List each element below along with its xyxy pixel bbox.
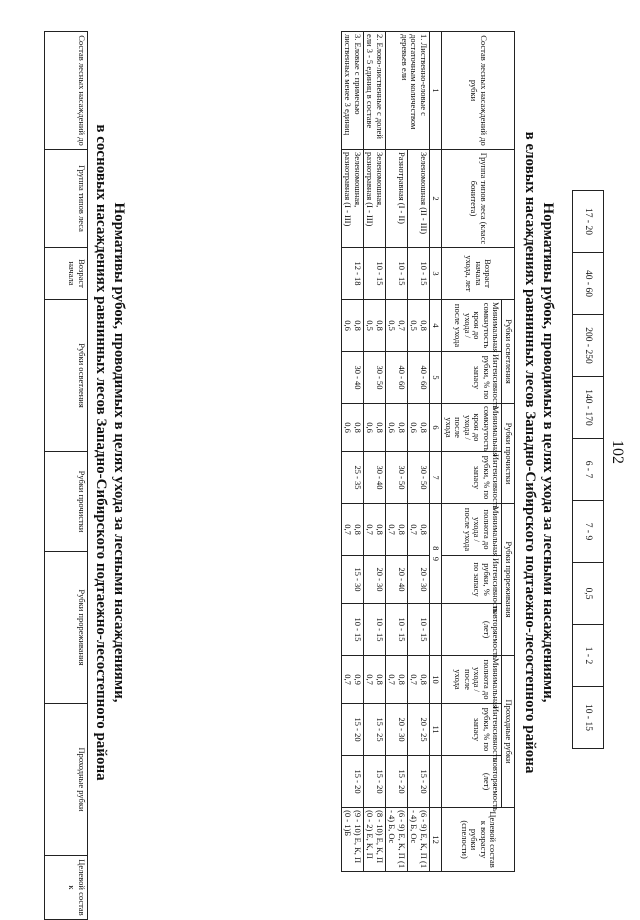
continuation-cell: 10 - 15 [573,687,604,749]
value-cell: 10 - 15 [407,604,429,656]
col-number: 11 [429,704,442,756]
col-number-9: 9 [431,556,442,561]
subheader-min-fullness-label: Минимальная полнота до ухода [472,506,502,557]
value-bottom: 0,7 [343,524,354,535]
value-bottom: 0,6 [387,422,398,433]
continuation-cell: 7 - 9 [573,501,604,563]
value-cell: 15 - 30 [341,556,363,604]
table-row [341,32,363,872]
group-cell: Зеленомошная, разнотравная (I - III) [341,150,363,248]
header-passing: Проходные рубки [502,656,515,808]
header-start-age: Возраст начала ухода, лет [442,248,515,300]
header-composition: Состав лесных насаждений до [45,32,88,150]
target-cell: (6 - 9) Е, К, П (1 - 4) Б, Ос [407,808,429,872]
value-cell [407,504,429,556]
target-cell: (6 - 9) Е, К, П (1 - 4) Б, Ос [385,808,407,872]
value-bottom: 0,7 [409,524,420,535]
value-cell: 15 - 20 [341,704,363,756]
header-passing: Проходные рубки [45,704,88,856]
value-top: 0,8 [352,524,363,535]
value-bottom: 0,6 [365,422,376,433]
value-cell: 30 - 40 [363,452,385,504]
second-table-title-line-1: Нормативы рубок, проводимых в целях ухода за лесными насаждениями, [111,202,127,703]
subheader-intensity: Интенсивность рубки, % по запасу [442,704,502,756]
col-number [429,756,442,808]
col-number: 10 [429,656,442,704]
value-cell [385,504,407,556]
header-thinning: Рубки прореживания [502,504,515,656]
value-bottom: 0,7 [343,674,354,685]
col-number: 4 [429,300,442,352]
header-forest-group: Группа типов леса (класс бонитета) [442,150,515,248]
continuation-row-table [572,190,604,749]
value-cell: 30 - 50 [363,352,385,404]
value-cell: 20 - 30 [385,704,407,756]
group-cell: Зеленомошная, разнотравная (I - III) [363,150,385,248]
col-number: 5 [429,352,442,404]
value-bottom: 0,6 [343,422,354,433]
table-title-line-1: Нормативы рубок, проводимых в целях ухода за лесными насаждениями, [540,202,556,703]
subheader-intensity: Интенсивность рубки, % по запасу [442,452,502,504]
value-cell: 25 - 35 [341,452,363,504]
col-number: 12 [429,808,442,872]
value-cell: 15 - 20 [363,756,385,808]
value-bottom: 0,7 [387,524,398,535]
value-cell: 15 - 20 [341,756,363,808]
value-bottom: 0,7 [409,674,420,685]
col-number [429,604,442,656]
table-row [407,32,429,872]
value-cell: 20 - 25 [407,704,429,756]
header-target-composition: Целевой состав к [45,856,88,920]
value-top: 0,8 [352,422,363,433]
value-cell: 15 - 20 [385,756,407,808]
table-row [385,32,407,872]
header-composition: Состав лесных насаждений до рубки [442,32,515,150]
value-bottom: 0,6 [409,422,420,433]
col-number: 1 [429,32,442,150]
header-start-age: Возраст начала [45,248,88,300]
value-cell [385,300,407,352]
value-cell [363,504,385,556]
value-cell: 40 - 60 [385,352,407,404]
value-cell: 10 - 15 [363,604,385,656]
header-clearing: Рубки осветления [502,300,515,404]
value-top: 0,8 [396,422,407,433]
value-cell [363,300,385,352]
subheader-repeat: повторяемость (лет) [442,756,502,808]
value-cell [341,404,363,452]
table-row [363,32,385,872]
subheader-min-density: Минимальная сомкнутость крон до ухода / после ухода [442,300,502,352]
age-cell: 10 - 15 [385,248,407,300]
value-bottom: 0,7 [365,674,376,685]
value-cell [385,404,407,452]
col-number: 3 [429,248,442,300]
value-top: 0,8 [374,674,385,685]
value-cell: 40 - 60 [407,352,429,404]
col-number: 6 [429,404,442,452]
value-top: 0,8 [374,524,385,535]
value-cell [341,656,363,704]
continuation-cell: 200 - 250 [573,315,604,377]
composition-cell: 1. Лиственно-еловые с достаточным количеством деревьев ели [385,32,429,150]
value-top: 0,8 [418,320,429,331]
page-number: 102 [609,440,626,464]
subheader-after-care-label: после ухода [443,417,464,438]
value-bottom: 0,7 [387,674,398,685]
header-thinning: Рубки прореживания [45,552,88,704]
continuation-cell: 17 - 20 [573,191,604,253]
subheader-intensity: Интенсивность рубки, % по запасу [442,556,502,604]
subheader-after-care-label: после ухода [453,669,473,690]
continuation-cell: 1 - 2 [573,625,604,687]
value-top: 0,7 [396,320,407,331]
subheader-min-density: Минимальная сомкнутость крон до ухода / после ухода [442,404,502,452]
value-cell: 30 - 40 [341,352,363,404]
continuation-cell: 140 - 170 [573,377,604,439]
value-cell [385,656,407,704]
target-cell: (9 - 10) Е, К, П (0 - 1)Б [341,808,363,872]
value-cell [407,404,429,452]
value-top: 0,8 [418,674,429,685]
header-forest-group: Группа типов леса [45,150,88,248]
value-cell: 10 - 15 [385,604,407,656]
value-top: 0,8 [352,320,363,331]
continuation-cell: 40 - 60 [573,253,604,315]
value-cell [407,656,429,704]
value-cell [363,656,385,704]
subheader-min-density-label: Минимальная сомкнутость крон до ухода [462,406,502,457]
value-cell [407,300,429,352]
value-cell: 15 - 25 [363,704,385,756]
age-cell: 10 - 15 [363,248,385,300]
col-number-8: 8 [431,546,442,551]
value-cell [341,300,363,352]
value-bottom: 0,5 [409,320,420,331]
group-cell: Разнотравная (I - II) [385,150,407,248]
value-cell: 30 - 50 [385,452,407,504]
value-top: 0,8 [418,422,429,433]
subheader-min-fullness: Минимальная полнота до ухода / после ухода [442,504,502,556]
second-table-title-line-2: в сосновых насаждениях равнинных лесов Западно-Сибирского подтаежно-лесостепного района [93,124,109,781]
value-top: 0,8 [418,524,429,535]
header-cleaning: Рубки прочистки [45,452,88,552]
value-cell: 10 - 15 [341,604,363,656]
age-cell: 10 - 15 [407,248,429,300]
subheader-after-care-label: после ухода [462,507,473,552]
col-number: 7 [429,452,442,504]
value-top: 0,8 [396,524,407,535]
continuation-cell: 0,5 [573,563,604,625]
col-number [429,504,442,604]
composition-cell: 2. Елово-лиственные с долей ели 3 - 5 единиц в составе [363,32,385,150]
subheader-repeat: повторяемость (лет) [442,604,502,656]
value-cell [341,504,363,556]
table-title-line-2: в еловых насаждениях равнинных лесов Западно-Сибирского подтаежно-лесостепного района [522,131,538,774]
value-top: 0,9 [352,674,363,685]
value-bottom: 0,7 [365,524,376,535]
value-cell: 20 - 30 [363,556,385,604]
value-cell: 20 - 30 [407,556,429,604]
header-clearing: Рубки осветления [45,300,88,452]
subheader-min-fullness: Минимальная полнота до ухода / после ухода [442,656,502,704]
value-top: 0,8 [374,320,385,331]
pine-norms-table [44,31,88,920]
target-cell: (8 - 10) Е, К, П (0 - 2) Е, К, П [363,808,385,872]
subheader-intensity: Интенсивность рубки, % по запасу [442,352,502,404]
header-target-composition: Целевой состав к возрасту рубки (спелости) [442,808,515,872]
value-bottom: 0,5 [365,320,376,331]
value-cell: 30 - 50 [407,452,429,504]
value-top: 0,8 [374,422,385,433]
value-bottom: 0,5 [387,320,398,331]
header-cleaning: Рубки прочистки [502,404,515,504]
composition-cell: 3. Еловые с примесью лиственных менее 3 единиц [341,32,363,150]
col-number: 2 [429,150,442,248]
subheader-min-density-label: Минимальная сомкнутость крон до ухода [462,302,502,353]
group-cell: Зеленомошная (II - III) [407,150,429,248]
value-bottom: 0,6 [343,320,354,331]
value-cell [363,404,385,452]
value-top: 0,8 [396,674,407,685]
subheader-after-care-label: после ухода [453,303,464,348]
value-cell: 20 - 40 [385,556,407,604]
spruce-norms-table [341,31,515,872]
age-cell: 12 - 18 [341,248,363,300]
value-cell: 15 - 20 [407,756,429,808]
continuation-cell: 6 - 7 [573,439,604,501]
subheader-min-fullness-label: Минимальная полнота до ухода [472,658,502,709]
